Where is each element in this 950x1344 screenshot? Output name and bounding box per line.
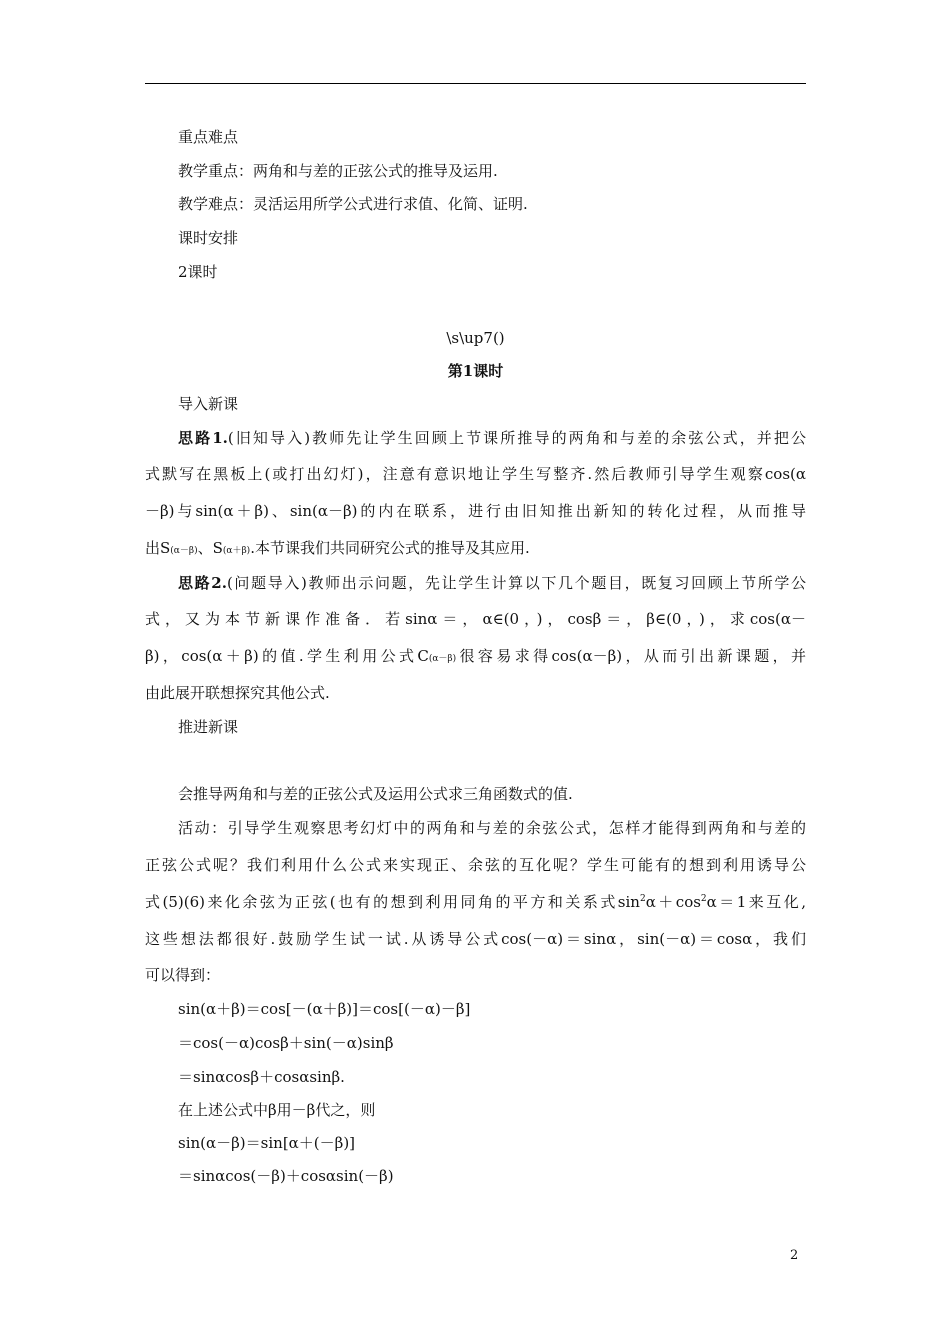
path2-line-2: 式，又为本节新课作准备．若sinα＝，α∈(0，)，cosβ＝，β∈(0，)，求cos(α－ (145, 610, 806, 628)
activity-line-5: 可以得到： (145, 966, 221, 984)
equation-5: sin(α－β)＝sin[α＋(－β)] (178, 1134, 356, 1152)
path2-line-1: 思路2.(问题导入)教师出示问题，先让学生计算以下几个题目，既复习回顾上节所学公 (178, 574, 806, 592)
activity-line-1: 活动：引导学生观察思考幻灯中的两角和与差的余弦公式，怎样才能得到两角和与差的 (178, 819, 806, 837)
equation-6: ＝sinαcos(－β)＋cosαsin(－β) (178, 1167, 394, 1185)
key-difficulty-heading: 重点难点 (178, 128, 239, 146)
goal-text: 会推导两角和与差的正弦公式及运用公式求三角函数式的值. (178, 785, 573, 803)
activity-line-4: 这些想法都很好.鼓励学生试一试.从诱导公式cos(－α)＝sinα，sin(－α)＝cosα，我们 (145, 930, 806, 948)
advance-heading: 推进新课 (178, 718, 239, 736)
field-code: \s\up7() (446, 329, 505, 347)
header-rule (145, 83, 806, 84)
equation-2: ＝cos(－α)cosβ＋sin(－α)sinβ (178, 1034, 394, 1052)
page-number: 2 (790, 1248, 799, 1263)
path2-label: 思路2. (178, 574, 227, 592)
teaching-focus: 教学重点：两角和与差的正弦公式的推导及运用. (178, 162, 498, 180)
schedule-heading: 课时安排 (178, 229, 239, 247)
intro-heading: 导入新课 (178, 395, 239, 413)
equation-3: ＝sinαcosβ＋cosαsinβ. (178, 1068, 345, 1086)
path2-line-3: β)，cos(α＋β)的值.学生利用公式C(α－β)很容易求得cos(α－β)，从而引出新课题，并 (145, 647, 807, 665)
path1-line-1: 思路1.(旧知导入)教师先让学生回顾上节课所推导的两角和与差的余弦公式，并把公 (178, 429, 806, 447)
path2-line-4: 由此展开联想探究其他公式. (145, 684, 330, 702)
teaching-difficulty: 教学难点：灵活运用所学公式进行求值、化简、证明. (178, 195, 528, 213)
activity-line-2: 正弦公式呢？我们利用什么公式来实现正、余弦的互化呢？学生可能有的想到利用诱导公 (145, 856, 806, 874)
lesson-title: 第1课时 (447, 362, 504, 380)
path1-label: 思路1. (178, 429, 228, 447)
equation-4: 在上述公式中β用－β代之，则 (178, 1101, 376, 1119)
schedule-value: 2课时 (178, 263, 218, 281)
path1-line-3: －β)与sin(α＋β)、sin(α－β)的内在联系，进行由旧知推出新知的转化过程，从而推导 (145, 502, 806, 520)
activity-line-3: 式(5)(6)来化余弦为正弦(也有的想到利用同角的平方和关系式$\sin^2\alpha+\cos^2\alpha=1$来互化, (145, 893, 806, 911)
path1-line-4: 出S(α－β)、S(α＋β).本节课我们共同研究公式的推导及其应用. (145, 539, 530, 557)
path1-line-2: 式默写在黑板上(或打出幻灯)，注意有意识地让学生写整齐.然后教师引导学生观察cos(α (145, 465, 806, 483)
equation-1: sin(α＋β)＝cos[－(α＋β)]＝cos[(－α)－β] (178, 1000, 471, 1018)
